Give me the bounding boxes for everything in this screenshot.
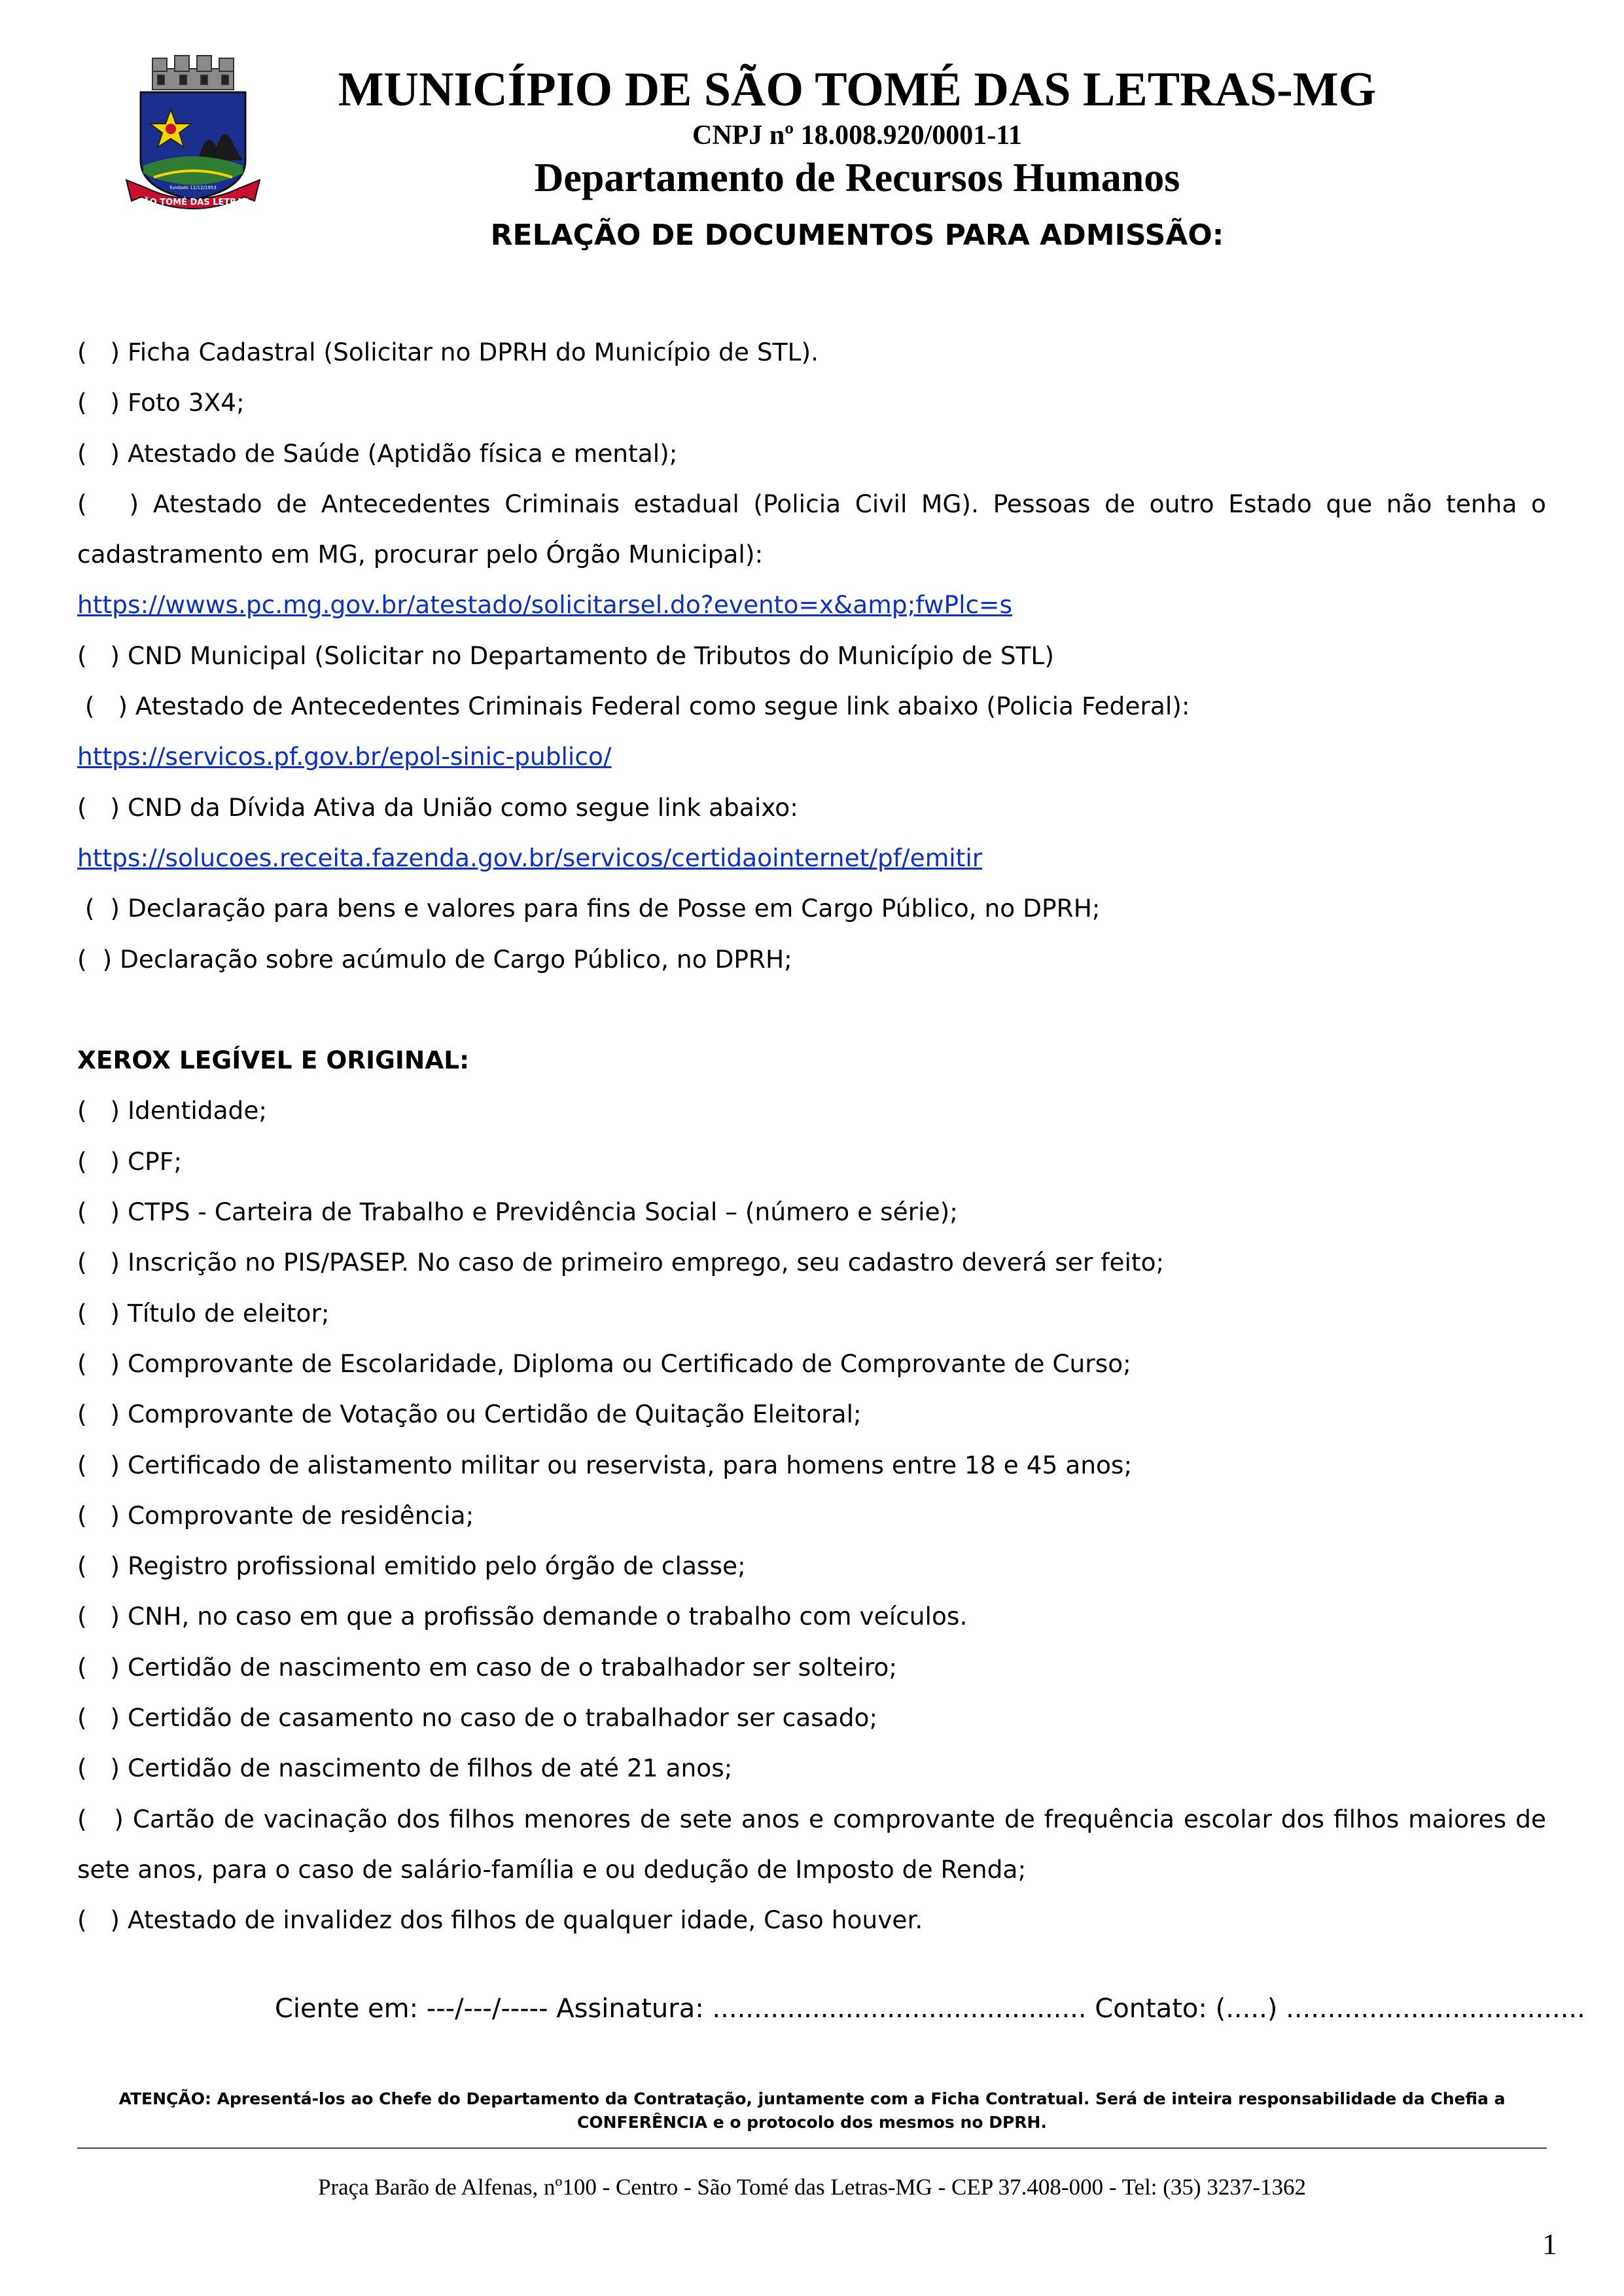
- list-item: ( ) Atestado de Antecedentes Criminais estadual (Policia Civil MG). Pessoas de outro Estado que não tenha o cadastramento em MG, procurar pelo Órgão Municipal):: [77, 489, 1547, 569]
- receita-link[interactable]: https://solucoes.receita.fazenda.gov.br/servicos/certidaointernet/pf/emitir: [77, 843, 983, 872]
- list-item: ( ) Título de eleitor;: [77, 1298, 330, 1328]
- mural-crown: [152, 56, 234, 90]
- list-item: ( ) Declaração para bens e valores para fins de Posse em Cargo Público, no DPRH;: [84, 894, 1101, 923]
- list-item: ( ) Inscrição no PIS/PASEP. No caso de primeiro emprego, seu cadastro deverá ser feito;: [77, 1248, 1165, 1277]
- checkbox[interactable]: ( ): [77, 1197, 120, 1227]
- list-item: ( ) Certificado de alistamento militar ou reservista, para homens entre 18 e 45 anos;: [77, 1450, 1133, 1479]
- checkbox[interactable]: ( ): [77, 1146, 120, 1176]
- list-item: ( ) Certidão de nascimento em caso de o trabalhador ser solteiro;: [77, 1652, 897, 1682]
- list-item: ( ) CTPS - Carteira de Trabalho e Previdência Social – (número e série);: [77, 1197, 958, 1227]
- list-item: ( ) Certidão de casamento no caso de o trabalhador ser casado;: [77, 1703, 878, 1733]
- list-item: ( ) Certidão de nascimento de filhos de até 21 anos;: [77, 1754, 733, 1783]
- checkbox[interactable]: ( ): [77, 1905, 120, 1935]
- cnpj-line: CNPJ nº 18.008.920/0001-11: [692, 120, 1022, 150]
- checkbox[interactable]: ( ): [84, 692, 128, 721]
- checkbox[interactable]: ( ): [77, 489, 139, 518]
- list-item: ( ) CND da Dívida Ativa da União como segue link abaixo:: [77, 792, 798, 822]
- documents-list-title: RELAÇÃO DE DOCUMENTOS PARA ADMISSÃO:: [490, 219, 1224, 252]
- link-line: [77, 833, 1546, 883]
- list-item: ( ) Cartão de vacinação dos filhos menores de sete anos e comprovante de frequência escolar dos filhos maiores de sete anos, para o caso de salário-família e ou dedução de Imposto de Renda;: [77, 1804, 1546, 1884]
- pf-link[interactable]: https://servicos.pf.gov.br/epol-sinic-publico/: [77, 742, 612, 771]
- department-title: Departamento de Recursos Humanos: [534, 156, 1180, 200]
- signature-line[interactable]: Ciente em: ---/---/----- Assinatura: ............................................. Contato: (.....) ....................................: [275, 1994, 1585, 2024]
- checkbox[interactable]: ( ): [77, 438, 120, 468]
- list-item: ( ) Comprovante de Escolaridade, Diploma ou Certificado de Comprovante de Curso;: [77, 1349, 1131, 1378]
- list-item: ( ) CND Municipal (Solicitar no Departamento de Tributos do Município de STL): [77, 641, 1054, 670]
- checkbox[interactable]: ( ): [77, 1602, 120, 1631]
- founded-text: fundado 12/12/1953: [169, 185, 217, 190]
- municipal-coat-of-arms-icon: [115, 49, 272, 222]
- documents-list: [77, 327, 1546, 1946]
- list-item: ( ) Atestado de invalidez dos filhos de qualquer idade, Caso houver.: [77, 1905, 923, 1935]
- footer-divider: [77, 2147, 1547, 2149]
- list-item: ( ) Ficha Cadastral (Solicitar no DPRH do Município de STL).: [77, 338, 819, 366]
- checkbox[interactable]: ( ): [77, 1248, 120, 1277]
- ribbon-text: SÃO TOMÉ DAS LETRAS: [137, 198, 249, 207]
- checkbox[interactable]: ( ): [77, 1298, 120, 1328]
- list-item: ( ) CNH, no caso em que a profissão demande o trabalho com veículos.: [77, 1602, 968, 1631]
- notice-text: ATENÇÃO: Apresentá-los ao Chefe do Departamento da Contratação, juntamente com a Ficha Contratual. Será de inteira responsabilidade da Chefia a CONFERÊNCIA e o protocolo dos mesmos no DPRH.: [118, 2089, 1506, 2132]
- checkbox[interactable]: ( ): [77, 641, 120, 670]
- list-item: ( ) Comprovante de Votação ou Certidão de Quitação Eleitoral;: [77, 1400, 862, 1429]
- list-item: ( ) Foto 3X4;: [77, 388, 245, 417]
- checkbox[interactable]: ( ): [77, 1703, 120, 1733]
- checkbox[interactable]: ( ): [77, 1804, 124, 1833]
- municipality-title: MUNICÍPIO DE SÃO TOMÉ DAS LETRAS-MG: [338, 63, 1377, 116]
- pc-mg-link[interactable]: https://wwws.pc.mg.gov.br/atestado/solicitarsel.do?evento=x&amp;fwPlc=s: [77, 590, 1013, 620]
- checkbox[interactable]: ( ): [84, 894, 120, 923]
- list-item: ( ) CPF;: [77, 1146, 182, 1176]
- checkbox[interactable]: ( ): [77, 792, 120, 822]
- list-item: ( ) Atestado de Antecedentes Criminais Federal como segue link abaixo (Policia Federal):: [84, 692, 1190, 721]
- checkbox[interactable]: ( ): [77, 1349, 120, 1378]
- list-item: ( ) Comprovante de residência;: [77, 1500, 474, 1530]
- footer-address: Praça Barão de Alfenas, nº100 - Centro - São Tomé das Letras-MG - CEP 37.408-000 - Tel: (35) 3237-1362: [318, 2174, 1306, 2200]
- list-item: ( ) Registro profissional emitido pelo órgão de classe;: [77, 1551, 746, 1581]
- page-number: 1: [1542, 2227, 1557, 2261]
- link-line: [77, 732, 1546, 782]
- checkbox[interactable]: ( ): [77, 338, 120, 366]
- list-item: ( ) Atestado de Saúde (Aptidão física e mental);: [77, 438, 678, 468]
- list-item: ( ) Declaração sobre acúmulo de Cargo Público, no DPRH;: [77, 944, 792, 974]
- checkbox[interactable]: ( ): [77, 1450, 120, 1479]
- section-heading: XEROX LEGÍVEL E ORIGINAL:: [77, 1046, 470, 1075]
- checkbox[interactable]: ( ): [77, 1096, 120, 1125]
- checkbox[interactable]: ( ): [77, 1400, 120, 1429]
- checkbox[interactable]: ( ): [77, 1500, 120, 1530]
- checkbox[interactable]: ( ): [77, 1652, 120, 1682]
- checkbox[interactable]: ( ): [77, 1754, 120, 1783]
- list-item: ( ) Identidade;: [77, 1096, 268, 1125]
- checkbox[interactable]: ( ): [77, 944, 113, 974]
- checkbox[interactable]: ( ): [77, 1551, 120, 1581]
- link-line: [77, 580, 1546, 630]
- checkbox[interactable]: ( ): [77, 388, 120, 417]
